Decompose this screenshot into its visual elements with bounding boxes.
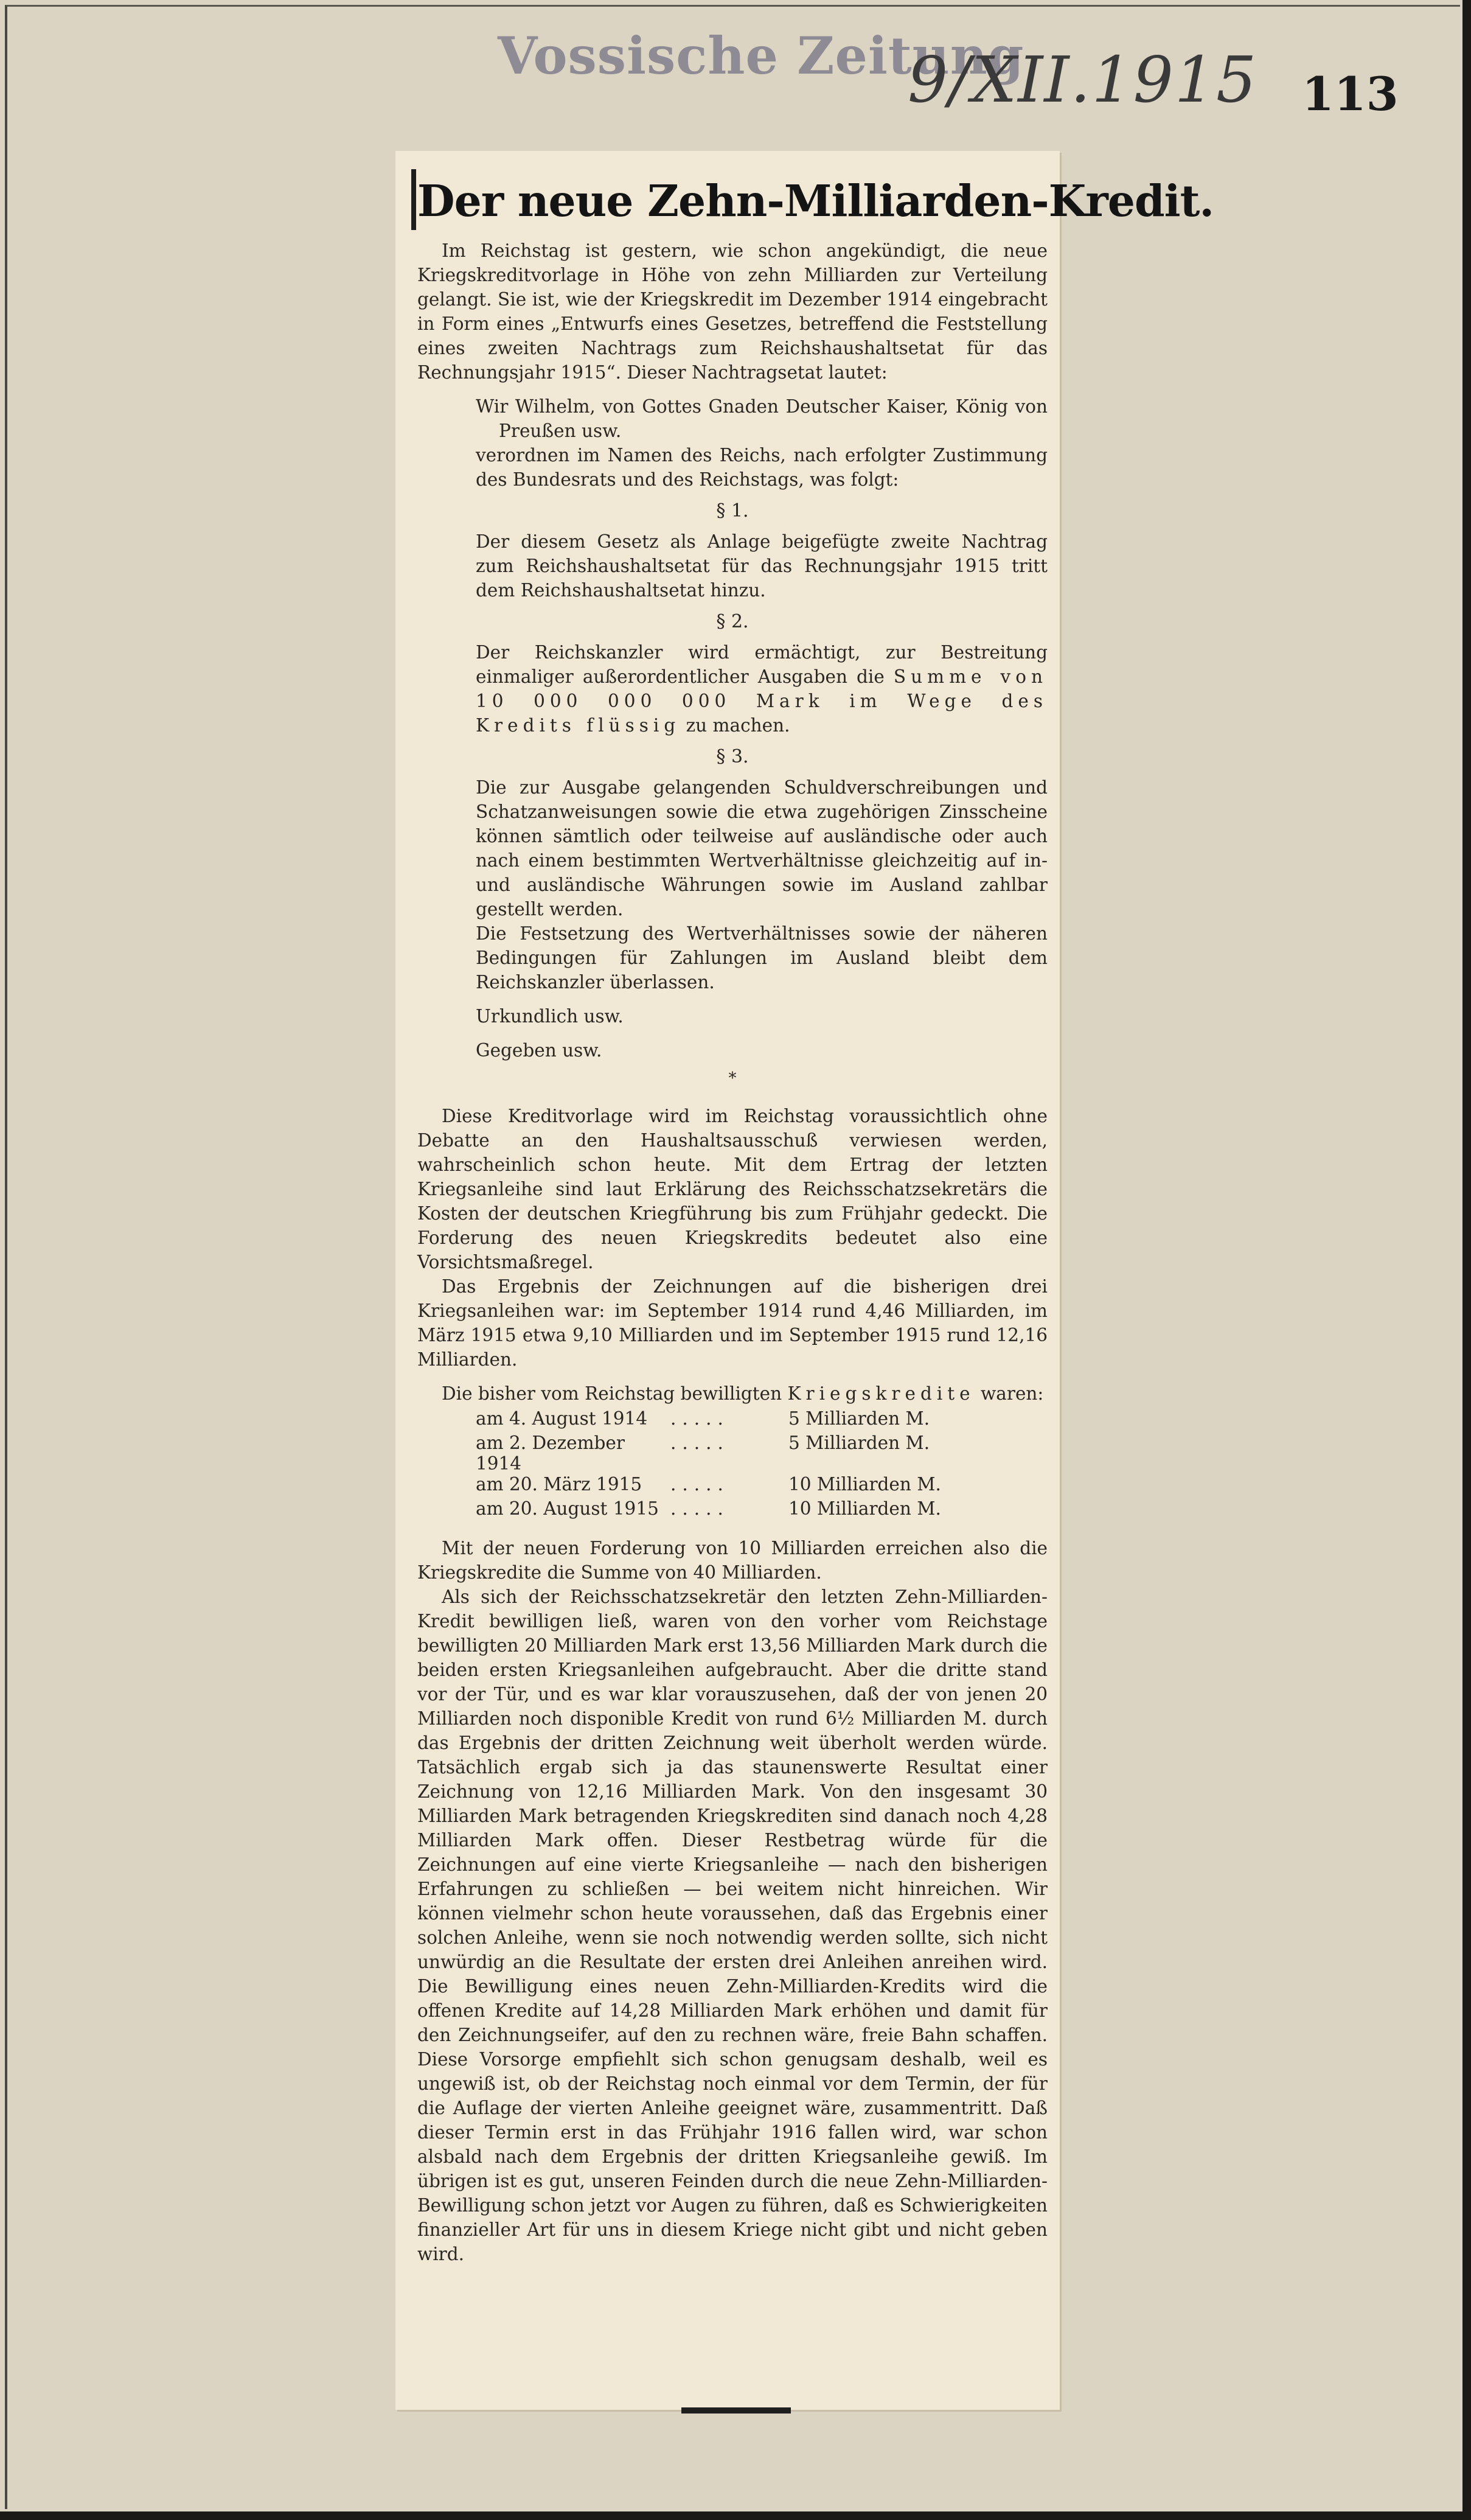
credit-dots: ..... bbox=[670, 1408, 729, 1429]
section-2-text-a: Der Reichskanzler wird ermächtigt, zur Bestreitung einmaliger außerordentlicher Ausgaben die bbox=[476, 642, 1048, 687]
bottom-rule bbox=[681, 2407, 791, 2414]
section-2-sum: Summe von 10 000 000 000 Mark im Wege des Kredits flüssig bbox=[476, 666, 1048, 736]
section-1-title: § 1. bbox=[716, 500, 749, 522]
credits-intro bbox=[417, 1381, 1048, 1406]
article-intro: Im Reichstag ist gestern, wie schon angekündigt, die neue Kriegskreditvorlage in Höhe von zehn Milliarden zur Verteilung gelangt. Sie ist, wie der Kriegskredit im Dezember 1914 eingebracht in Form eines „Entwurfs eines Gesetzes, betreffend die Feststellung eines zweiten Nachtrags zum Reichshaushaltsetat für das Rechnungsjahr 1915“. Dieser Nachtragsetat lautet: bbox=[417, 240, 1048, 383]
table-row bbox=[476, 1433, 941, 1474]
section-2-text bbox=[417, 640, 1048, 738]
paragraph-3: Mit der neuen Forderung von 10 Milliarden erreichen also die Kriegskredite die Summe von 40 Milliarden. bbox=[417, 1538, 1048, 1583]
table-row bbox=[476, 1474, 941, 1498]
section-3-text-2: Die Festsetzung des Wertverhältnisses sowie der näheren Bedingungen für Zahlungen im Ausland bleibt dem Reichskanzler überlassen. bbox=[476, 923, 1048, 993]
credit-dots: ..... bbox=[670, 1433, 729, 1453]
page-number: 113 bbox=[1302, 67, 1399, 121]
newspaper-clipping bbox=[395, 151, 1214, 2410]
credit-amount: 5 Milliarden M. bbox=[788, 1433, 930, 1453]
decree-enactment: verordnen im Namen des Reichs, nach erfolgter Zustimmung des Bundesrats und des Reichstags, was folgt: bbox=[476, 445, 1048, 490]
credit-date: am 2. Dezember 1914 bbox=[476, 1433, 625, 1474]
credit-date: am 20. August 1915 bbox=[476, 1498, 659, 1519]
closing-formula-2: Gegeben usw. bbox=[476, 1040, 602, 1061]
separator-asterisk: * bbox=[728, 1069, 737, 1087]
credit-amount: 10 Milliarden M. bbox=[788, 1474, 941, 1495]
article-headline: Der neue Zehn-Milliarden-Kredit. bbox=[417, 175, 1214, 226]
section-3-title: § 3. bbox=[716, 746, 749, 767]
credit-amount: 10 Milliarden M. bbox=[788, 1498, 941, 1519]
credits-intro-b: Kriegskredite bbox=[787, 1383, 975, 1404]
section-2-text-c: zu machen. bbox=[686, 715, 790, 736]
credit-date: am 20. März 1915 bbox=[476, 1474, 642, 1495]
credits-intro-a: Die bisher vom Reichstag bewilligten bbox=[442, 1383, 782, 1404]
headline-bar bbox=[411, 169, 416, 230]
paragraph-2: Das Ergebnis der Zeichnungen auf die bisherigen drei Kriegsanleihen war: im September 1914 rund 4,46 Milliarden, im März 1915 etwa 9,10 Milliarden und im September 1915 rund 12,16 Milliarden. bbox=[417, 1276, 1048, 1370]
credit-date: am 4. August 1914 bbox=[476, 1408, 648, 1429]
credit-dots: ..... bbox=[670, 1474, 729, 1495]
credit-dots: ..... bbox=[670, 1498, 729, 1519]
table-row bbox=[476, 1498, 941, 1523]
section-2-title: § 2. bbox=[716, 611, 749, 632]
section-3-text-1: Die zur Ausgabe gelangenden Schuldverschreibungen und Schatzanweisungen sowie die etwa zugehörigen Zinsscheine können sämtlich oder teilweise auf ausländische oder auch nach einem bestimmten Wertverhältnisse gleichzeitig auf in- und ausländische Währungen sowie im Ausland zahlbar gestellt werden. bbox=[476, 777, 1048, 920]
handwritten-date: 9/XII.1915 bbox=[908, 43, 1258, 117]
table-row bbox=[476, 1408, 941, 1433]
decree-preamble: Wir Wilhelm, von Gottes Gnaden Deutscher Kaiser, König von Preußen usw. bbox=[476, 396, 1048, 441]
paragraph-4: Als sich der Reichsschatzsekretär den letzten Zehn-Milliarden-Kredit bewilligen ließ, waren von den vorher vom Reichstage bewilligten 20 Milliarden Mark erst 13,56 Milliarden Mark durch die beiden ersten Kriegsanleihen aufgebraucht. Aber die dritte stand vor der Tür, und es war klar vorauszusehen, daß der von jenen 20 Milliarden noch disponible Kredit von rund 6½ Milliarden M. durch das Ergebnis der dritten Zeichnung weit überholt werden würde. Tatsächlich ergab sich ja das staunenswerte Resultat einer Zeichnung von 12,16 Milliarden Mark. Von den insgesamt 30 Milliarden Mark betragenden Kriegskrediten sind danach noch 4,28 Milliarden Mark offen. Dieser Restbetrag würde für die Zeichnungen auf eine vierte Kriegsanleihe — nach den bisherigen Erfahrungen zu schließen — bei weitem nicht hinreichen. Wir können vielmehr schon heute voraussehen, daß das Ergebnis einer solchen Anleihe, wenn sie noch notwendig werden sollte, sich nicht unwürdig an die Resultate der ersten drei Anleihen anreihen wird. Die Bewilligung eines neuen Zehn-Milliarden-Kredits wird die offenen Kredite auf 14,28 Milliarden Mark erhöhen und damit für den Zeichnungseifer, auf den zu rechnen wäre, freie Bahn schaffen. Diese Vorsorge empfiehlt sich schon genugsam deshalb, weil es ungewiß ist, ob der Reichstag noch einmal vor dem Termin, der für die Auflage der vierten Anleihe geeignet wäre, zusammentritt. Daß dieser Termin erst in das Frühjahr 1916 fallen wird, war schon alsbald nach dem Ergebnis der dritten Kriegsanleihe gewiß. Im übrigen ist es gut, unseren Feinden durch die neue Zehn-Milliarden-Bewilligung schon jetzt vor Augen zu führen, daß es Schwierigkeiten finanzieller Art für uns in diesem Kriege nicht gibt und nicht geben wird. bbox=[417, 1586, 1048, 2264]
credits-intro-c: waren: bbox=[981, 1383, 1044, 1404]
credit-amount: 5 Milliarden M. bbox=[788, 1408, 930, 1429]
paragraph-1: Diese Kreditvorlage wird im Reichstag voraussichtlich ohne Debatte an den Haushaltsausschuß verwiesen werden, wahrscheinlich schon heute. Mit dem Ertrag der letzten Kriegsanleihe sind laut Erklärung des Reichsschatzsekretärs die Kosten der deutschen Kriegführung bis zum Frühjahr gedeckt. Die Forderung des neuen Kriegskredits bedeutet also eine Vorsichtsmaßregel. bbox=[417, 1106, 1048, 1272]
newspaper-stamp: Vossische Zeitung bbox=[498, 26, 1024, 86]
section-1-text: Der diesem Gesetz als Anlage beigefügte zweite Nachtrag zum Reichshaushaltsetat für das Rechnungsjahr 1915 tritt dem Reichshaushaltsetat hinzu. bbox=[476, 531, 1048, 601]
war-credits-table bbox=[476, 1408, 941, 1523]
closing-formula-1: Urkundlich usw. bbox=[476, 1006, 624, 1027]
